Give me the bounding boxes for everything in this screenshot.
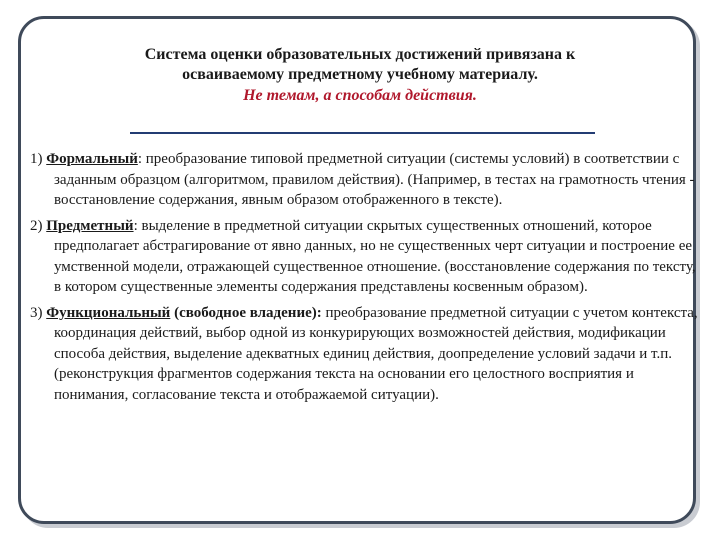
- item-text: : преобразование типовой предметной ситуации (системы условий) в соответствии с заданным образцом (алгоритмом, правилом действия). (Например, в тестах на грамотность чтения - восстановление содержания, явным образом отображенного в тексте).: [54, 151, 695, 208]
- content-list: [30, 149, 700, 410]
- slide-title: [60, 45, 660, 106]
- item-term: Формальный: [46, 151, 138, 167]
- item-term: Предметный: [46, 217, 134, 234]
- item-text: : выделение в предметной ситуации скрытых существенных отношений, которое предполагает абстрагирование от явно данных, но не существенных черт ситуации и построение ее умственной модели, отражающей существенное отношение. (восстановление содержания по тексту, в котором существенные элементы содержания представлены косвенным образом).: [54, 217, 696, 295]
- item-number: 1): [30, 151, 47, 167]
- list-item-formal: [30, 149, 700, 211]
- list-item-subject: [30, 216, 700, 298]
- title-line-2: осваиваемому предметному учебному материалу.: [182, 66, 538, 83]
- item-term: Функциональный: [46, 304, 171, 321]
- item-term-note: (свободное владение):: [170, 304, 322, 321]
- slide-subtitle: Не темам, а способам действия.: [243, 87, 477, 104]
- title-line-1: Система оценки образовательных достижений привязана к: [144, 46, 576, 63]
- title-divider: [130, 132, 595, 134]
- item-text: преобразование предметной ситуации с учетом контекста, координация действий, выбор одной из конкурирующих возможностей действия, модификации способа действия, выделение адекватных единиц действия, доопределение условий задачи и т.п. (реконструкция фрагментов содержания текста на основании его целостного восприятия и понимания, согласование текста и отображаемой ситуации).: [54, 304, 698, 403]
- list-item-functional: [30, 303, 700, 406]
- item-number: 3): [30, 304, 47, 321]
- item-number: 2): [30, 217, 47, 234]
